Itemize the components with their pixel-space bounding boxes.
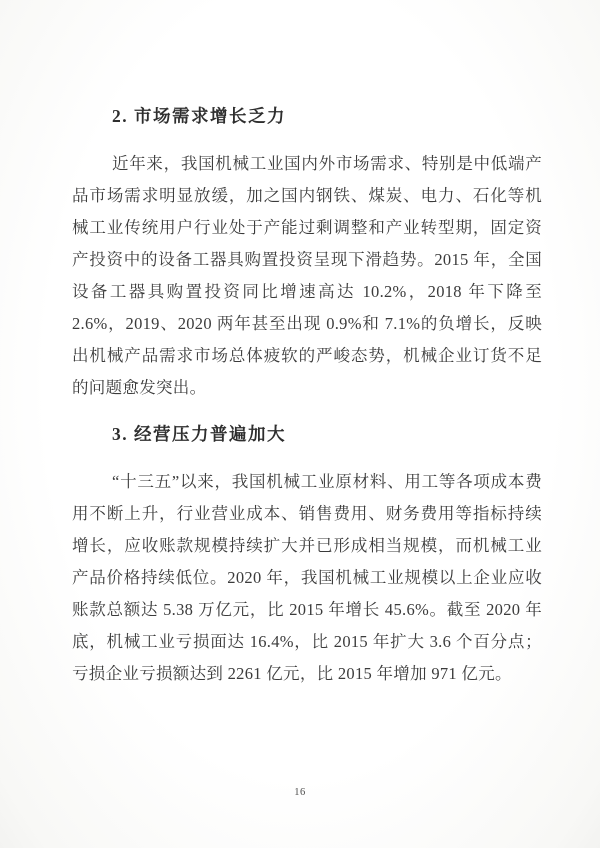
section-paragraph-market-demand: 近年来，我国机械工业国内外市场需求、特别是中低端产品市场需求明显放缓，加之国内钢铁、煤炭、电力、石化等机械工业传统用户行业处于产能过剩调整和产业转型期，固定资产投资中的设备工器具购置投资呈现下滑趋势。2015 年，全国设备工器具购置投资同比增速高达 10.2%，2018 年下降至 2.6%，2019、2020 两年甚至出现 0.9%和 7.1%的负增长，反映出机械产品需求市场总体疲软的严峻态势，机械企业订货不足的问题愈发突出。 (72, 154, 542, 397)
section-operating-pressure (72, 422, 542, 690)
section-heading-market-demand: 2. 市场需求增长乏力 (112, 106, 286, 126)
section-market-demand (72, 104, 542, 404)
page-content (72, 104, 542, 708)
page-number: 16 (294, 787, 306, 798)
section-heading-operating-pressure: 3. 经营压力普遍加大 (112, 424, 286, 444)
section-paragraph-operating-pressure: “十三五”以来，我国机械工业原材料、用工等各项成本费用不断上升，行业营业成本、销售费用、财务费用等指标持续增长，应收账款规模持续扩大并已形成相当规模，而机械工业产品价格持续低位。2020 年，我国机械工业规模以上企业应收账款总额达 5.38 万亿元，比 2015 年增长 45.6%。截至 2020 年底，机械工业亏损面达 16.4%，比 2015 年扩大 3.6 个百分点；亏损企业亏损额达到 2261 亿元，比 2015 年增加 971 亿元。 (72, 472, 542, 683)
